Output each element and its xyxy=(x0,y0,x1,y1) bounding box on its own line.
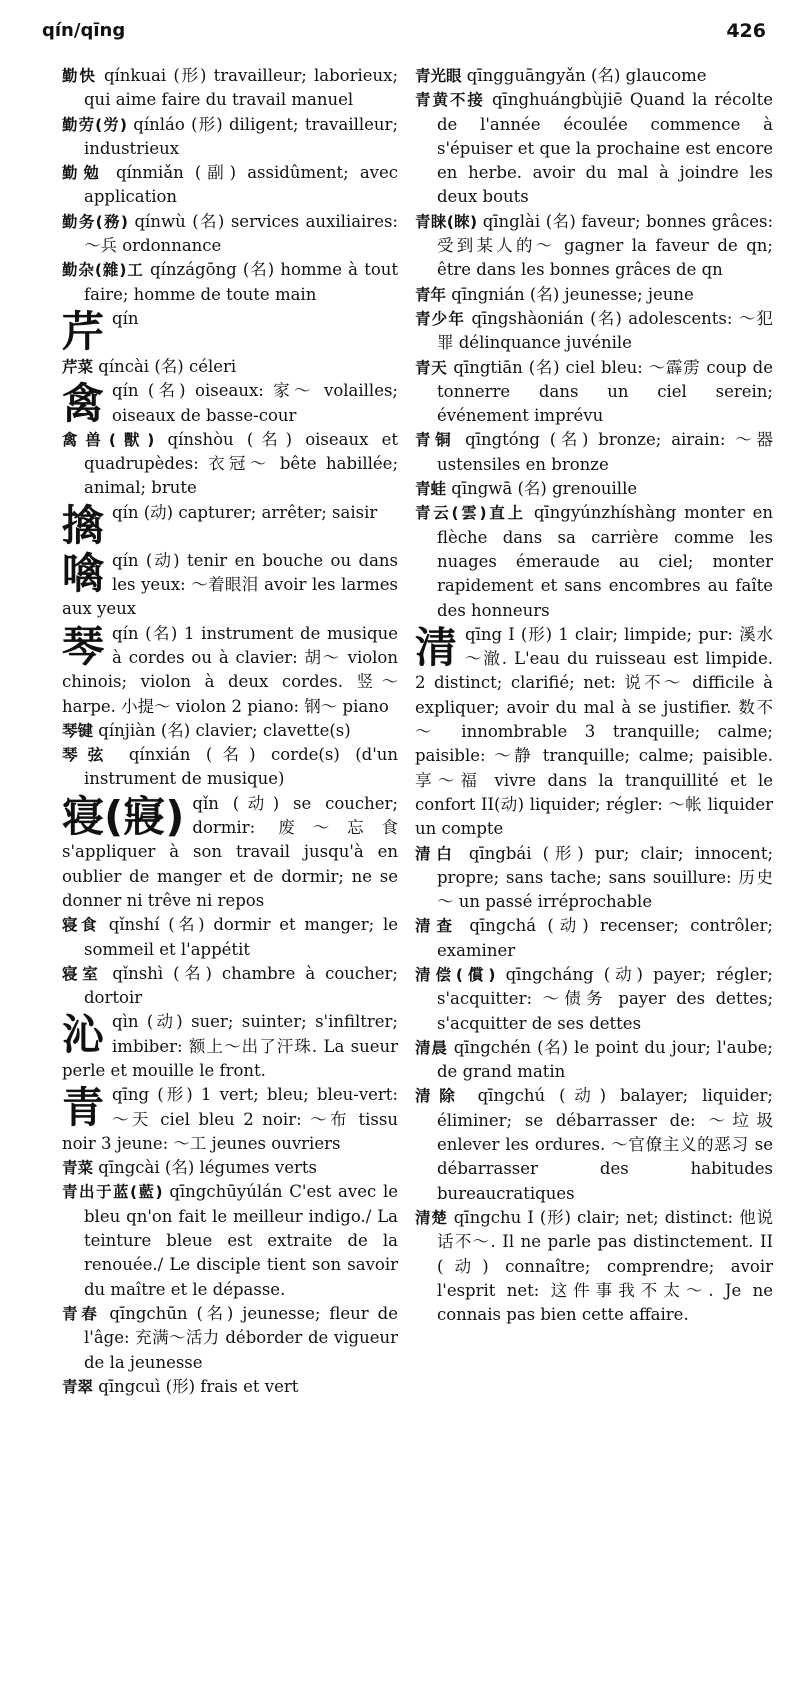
entry-headword: 琴键 xyxy=(62,721,94,740)
entry-definition: qínkuai (形) travailleur; laborieux; qui aime faire du travail manuel xyxy=(84,66,398,110)
dictionary-entry xyxy=(62,743,398,792)
dictionary-entry-main-character xyxy=(62,1083,398,1156)
entry-headword: 勤快 xyxy=(62,67,97,85)
dictionary-entry xyxy=(62,1302,398,1375)
dictionary-entry xyxy=(415,356,773,429)
entry-definition: qīngbái (形) pur; clair; innocent; propre; sans tache; sans souillure: 历史～ un passé irréprochable xyxy=(437,843,774,912)
entry-definition: qín (动) capturer; arrêter; saisir xyxy=(112,502,378,522)
dictionary-entry-main-character xyxy=(62,792,398,913)
dictionary-entry xyxy=(415,428,773,477)
dictionary-entry-main-character xyxy=(415,623,773,842)
entry-character: 芹 xyxy=(62,306,105,356)
entry-definition: qín (名) 1 instrument de musique à cordes ou à clavier: 胡～ violon chinois; violon à deux cordes. 竖～ harpe. 小提～ violon 2 piano: 钢～ piano xyxy=(62,623,398,716)
entry-headword: 青年 xyxy=(415,285,447,304)
entry-definition: qīngcháng (动) payer; régler; s'acquitter: ～债务 payer des dettes; s'acquitter de ses dettes xyxy=(437,964,773,1033)
entry-headword: 清偿(償) xyxy=(415,965,496,984)
entry-definition: qīngyúnzhíshàng monter en flèche dans sa carrière comme les nuages émeraude au ciel; monter rapidement et sans encombres au faîte des honneurs xyxy=(437,503,773,620)
entry-definition: qínzágōng (名) homme à tout faire; homme de toute main xyxy=(84,260,399,304)
entry-definition: qín (动) tenir en bouche ou dans les yeux: ～着眼泪 avoir les larmes aux yeux xyxy=(62,550,398,619)
entry-headword: 青翠 xyxy=(62,1377,94,1396)
dictionary-entry-main-character xyxy=(62,307,398,355)
entry-definition: qīngtiān (名) ciel bleu: ～霹雳 coup de tonnerre dans un ciel serein; événement imprévu xyxy=(437,357,773,426)
entry-headword: 青光眼 xyxy=(415,67,462,85)
dictionary-entry xyxy=(62,913,398,962)
dictionary-entry xyxy=(415,1206,773,1327)
entry-definition: qīngtóng (名) bronze; airain: ～器 ustensiles en bronze xyxy=(437,430,773,474)
entry-headword: 青出于蓝(藍) xyxy=(62,1183,163,1202)
entry-headword: 琴弦 xyxy=(62,746,114,765)
entry-definition: qǐnshí (名) dormir et manger; le sommeil et l'appétit xyxy=(84,915,399,959)
entry-headword: 芹菜 xyxy=(62,357,94,376)
page-number: 426 xyxy=(726,20,766,42)
dictionary-entry xyxy=(62,64,398,113)
running-head: qín/qīng xyxy=(42,20,126,41)
dictionary-entry xyxy=(62,962,398,1011)
dictionary-entry-main-character xyxy=(62,1010,398,1083)
entry-headword: 勤务(務) xyxy=(62,212,128,231)
entry-definition: qīng (形) 1 vert; bleu; bleu-vert: ～天 ciel bleu 2 noir: ～布 tissu noir 3 jeune: ～工 jeunes ouvriers xyxy=(62,1085,398,1153)
entry-definition: qīnglài (名) faveur; bonnes grâces: 受到某人的～ gagner la faveur de qn; être dans les bonnes grâces de qn xyxy=(437,211,774,280)
entry-definition: qīngcuì (形) frais et vert xyxy=(98,1376,299,1396)
entry-headword: 青少年 xyxy=(415,309,466,328)
entry-headword: 青菜 xyxy=(62,1159,94,1178)
dictionary-entry xyxy=(62,210,398,259)
entry-character: 擒 xyxy=(62,500,105,550)
entry-character: 噙 xyxy=(62,548,105,598)
dictionary-entry xyxy=(62,1156,398,1180)
dictionary-entry xyxy=(62,1375,398,1399)
entry-headword: 清楚 xyxy=(415,1208,448,1227)
entry-headword: 清查 xyxy=(415,917,459,936)
entry-headword: 清除 xyxy=(415,1087,464,1106)
entry-definition: qīngchūyúlán C'est avec le bleu qn'on fait le meilleur indigo./ La teinture bleue est extraite de la renouée./ Le disciple tient son savoir du maître et le dépasse. xyxy=(84,1182,398,1299)
dictionary-entry xyxy=(62,258,398,307)
entry-headword: 寝室 xyxy=(62,964,103,983)
entry-definition: qǐnshì (名) chambre à coucher; dortoir xyxy=(84,963,398,1008)
entry-definition: qīng I (形) 1 clair; limpide; pur: 溪水～澈. L'eau du ruisseau est limpide. 2 distinct; clarifié; net: 说不～ difficile à expliquer; avoir du mal à se justifier. 数不～ innombrable 3 tranquille; calme; paisible: ～静 tranquille; calme; paisible. 享～福 vivre dans la tranquillité et le confort II(动) liquider; régler: ～帐 liquider un compte xyxy=(415,624,773,839)
dictionary-entry-main-character xyxy=(62,549,398,622)
entry-character: 青 xyxy=(62,1083,105,1133)
dictionary-entry-main-character xyxy=(62,501,398,549)
dictionary-entry xyxy=(415,477,773,501)
dictionary-entry xyxy=(62,161,398,210)
dictionary-entry xyxy=(62,355,398,379)
entry-definition: qín xyxy=(112,308,139,328)
entry-headword: 禽兽(獸) xyxy=(62,430,155,449)
entry-headword: 青春 xyxy=(62,1304,101,1323)
dictionary-entry xyxy=(415,64,773,88)
entry-character: 清 xyxy=(415,622,458,672)
entry-definition: qínxián (名) corde(s) (d'un instrument de musique) xyxy=(84,745,398,789)
entry-definition: qīngchá (动) recenser; contrôler; examiner xyxy=(437,916,773,960)
entry-character: 沁 xyxy=(62,1010,105,1060)
dictionary-entry xyxy=(415,210,773,283)
entry-headword: 青睐(睞) xyxy=(415,212,478,231)
entry-character: 寝(寢) xyxy=(62,791,185,841)
entry-definition: qíncài (名) céleri xyxy=(98,356,237,376)
entry-definition: qīngwā (名) grenouille xyxy=(451,479,638,499)
left-column xyxy=(62,64,398,1399)
dictionary-entry xyxy=(62,428,398,501)
entry-definition: qīngcài (名) légumes verts xyxy=(98,1158,317,1178)
dictionary-entry xyxy=(415,842,773,915)
entry-definition: qīngchu I (形) clair; net; distinct: 他说话不～. Il ne parle pas distinctement. II (动) connaître; comprendre; avoir l'esprit net: 这件事我不太～. Je ne connais pas bien cette affaire. xyxy=(437,1207,773,1325)
dictionary-entry xyxy=(62,719,398,743)
entry-definition: qīngshàonián (名) adolescents: ～犯罪 délinquance juvénile xyxy=(437,308,773,353)
entry-definition: qīngchūn (名) jeunesse; fleur de l'âge: 充满～活力 déborder de vigueur de la jeunesse xyxy=(84,1303,398,1372)
entry-headword: 勤勉 xyxy=(62,164,105,183)
dictionary-entry xyxy=(415,1036,773,1085)
entry-definition: qīngchén (名) le point du jour; l'aube; de grand matin xyxy=(437,1037,773,1082)
entry-headword: 青蛙 xyxy=(415,480,447,499)
entry-definition: qǐn (动) se coucher; dormir: 废～忘食 s'appliquer à son travail jusqu'à en oublier de manger et de dormir; ne se donner ni trêve ni repos xyxy=(62,793,398,910)
entry-definition: qīngnián (名) jeunesse; jeune xyxy=(451,284,694,304)
entry-definition: qínjiàn (名) clavier; clavette(s) xyxy=(98,720,351,740)
entry-definition: qínwù (名) services auxiliaires: ～兵 ordonnance xyxy=(84,211,398,256)
entry-definition: qín (名) oiseaux: 家～ volailles; oiseaux de basse-cour xyxy=(112,381,398,425)
dictionary-entry-main-character xyxy=(62,379,398,428)
entry-headword: 青天 xyxy=(415,358,448,377)
entry-headword: 寝食 xyxy=(62,916,100,935)
entry-definition: qīngguāngyǎn (名) glaucome xyxy=(466,66,707,85)
right-column xyxy=(415,64,773,1327)
entry-character: 禽 xyxy=(62,379,105,429)
entry-definition: qīngchú (动) balayer; liquider; éliminer; se débarrasser de: ～垃圾 enlever les ordures. ～官僚主义的恶习 se débarrasser des habitudes bureaucratiques xyxy=(437,1086,773,1203)
dictionary-entry xyxy=(415,501,773,622)
entry-definition: qínmiǎn (副) assidûment; avec application xyxy=(84,163,398,207)
entry-headword: 清白 xyxy=(415,844,458,863)
dictionary-entry xyxy=(62,113,398,162)
entry-definition: qínshòu (名) oiseaux et quadrupèdes: 衣冠～ bête habillée; animal; brute xyxy=(84,429,399,498)
entry-headword: 清晨 xyxy=(415,1038,448,1057)
dictionary-entry xyxy=(415,307,773,356)
entry-headword: 勤杂(雜)工 xyxy=(62,261,144,280)
dictionary-entry xyxy=(62,1180,398,1301)
dictionary-entry-main-character xyxy=(62,622,398,719)
dictionary-entry xyxy=(415,283,773,307)
dictionary-entry xyxy=(415,88,773,209)
entry-definition: qīnghuángbùjiē Quand la récolte de l'année écoulée commence à s'épuiser et que la prochaine est encore en herbe. avoir du mal à joindre les deux bouts xyxy=(437,90,773,207)
entry-definition: qínláo (形) diligent; travailleur; industrieux xyxy=(84,114,399,158)
dictionary-entry xyxy=(415,1084,773,1205)
entry-headword: 青云(雲)直上 xyxy=(415,504,526,523)
entry-definition: qìn (动) suer; suinter; s'infiltrer; imbiber: 额上～出了汗珠. La sueur perle et mouille le front. xyxy=(62,1012,398,1080)
entry-headword: 勤劳(労) xyxy=(62,115,127,134)
entry-headword: 青黄不接 xyxy=(415,91,485,110)
entry-headword: 青铜 xyxy=(415,431,456,450)
dictionary-entry xyxy=(415,963,773,1036)
entry-character: 琴 xyxy=(62,621,105,671)
dictionary-entry xyxy=(415,914,773,963)
